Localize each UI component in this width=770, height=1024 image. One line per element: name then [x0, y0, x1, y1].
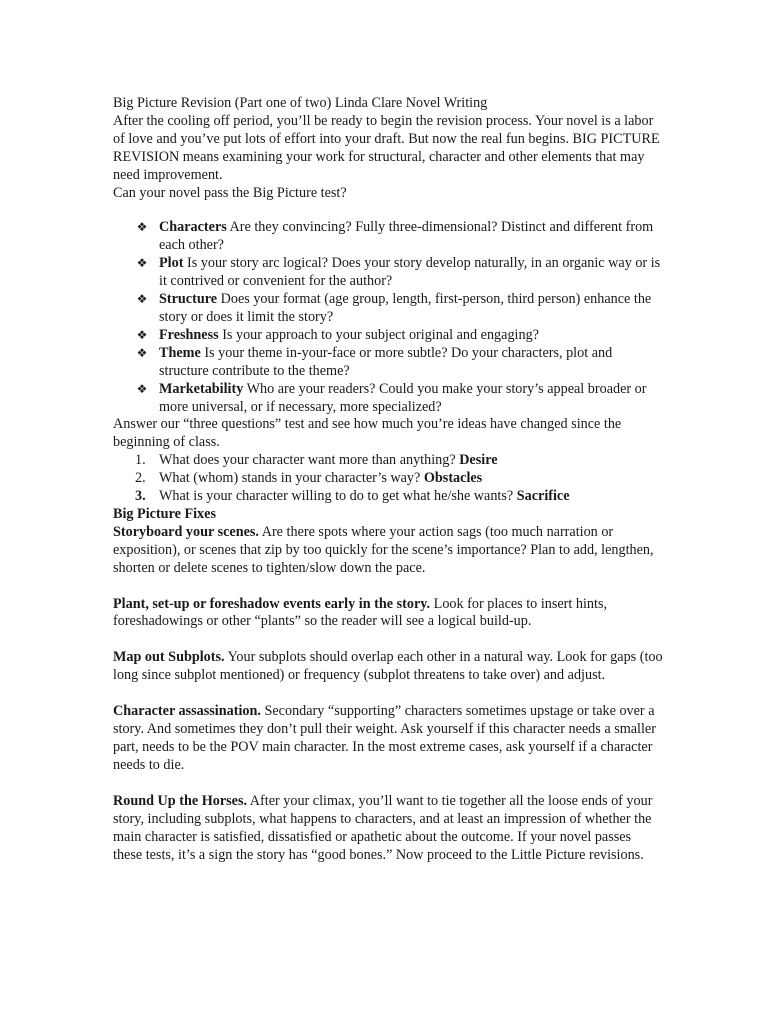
diamond-bullet-icon: ❖: [136, 381, 148, 396]
fix-paragraph: [113, 703, 663, 775]
bullet-text: Is your story arc logical? Does your story develop naturally, in an organic way or is it contrived or convenient for the author?: [159, 255, 661, 290]
list-item: [113, 255, 663, 291]
fix-title: Map out Subplots.: [113, 649, 225, 666]
diamond-bullet-icon: ❖: [136, 220, 148, 235]
question-text: What is your character willing to do to get what he/she wants?: [159, 488, 517, 505]
fixes-heading: Big Picture Fixes: [113, 505, 216, 522]
bullet-text: Are they convincing? Fully three-dimensional? Distinct and different from each other?: [159, 219, 654, 254]
bullet-term: Characters: [159, 219, 227, 236]
diamond-bullet-icon: ❖: [136, 345, 148, 360]
list-item: [113, 291, 663, 327]
fix-text: Are there spots where your action sags (too much narration or exposition), or scenes that zip by too quickly for the scene’s importance? Plan to add, lengthen, shorten or delete scenes to tighten/slow down the pace.: [113, 523, 654, 576]
fix-text: Look for places to insert hints, foreshadowings or other “plants” so the reader will see a logical build-up.: [113, 595, 608, 630]
diamond-bullet-icon: ❖: [136, 327, 148, 342]
list-item: [113, 381, 663, 417]
intro-question: Can your novel pass the Big Picture test?: [113, 184, 347, 201]
list-item: [113, 345, 663, 381]
question-number: 2.: [135, 470, 146, 487]
fix-paragraph: [113, 649, 663, 685]
bullet-text: Does your format (age group, length, first-person, third person) enhance the story or does it limit the story?: [159, 291, 652, 325]
fix-paragraph: [113, 793, 663, 865]
three-questions-list: [113, 452, 663, 506]
document-title-line: Big Picture Revision (Part one of two) Linda Clare Novel Writing: [113, 95, 488, 111]
fix-paragraph: [113, 524, 663, 578]
bullet-term: Freshness: [159, 326, 219, 343]
bullet-term: Marketability: [159, 380, 244, 397]
questions-intro: Answer our “three questions” test and see how much you’re ideas have changed since the beginning of class.: [113, 416, 622, 451]
fix-text: Secondary “supporting” characters sometimes upstage or take over a story. And sometimes they don’t pull their weight. Ask yourself if this character needs a smaller part, needs to be the POV main character. In the most extreme cases, ask yourself if a character needs to die.: [113, 703, 656, 773]
question-number: 3.: [135, 488, 146, 505]
diamond-bullet-icon: ❖: [136, 256, 148, 271]
diamond-bullet-icon: ❖: [136, 292, 148, 307]
list-item: [113, 452, 663, 470]
section-heading: [113, 506, 663, 524]
question-text: What does your character want more than anything?: [159, 452, 460, 469]
fix-paragraph: [113, 596, 663, 632]
bullet-text: Is your theme in-your-face or more subtle? Do your characters, plot and structure contribute to the theme?: [159, 344, 613, 379]
fix-text: Your subplots should overlap each other in a natural way. Look for gaps (too long since subplot mentioned) or frequency (subplot threatens to take over) and adjust.: [113, 649, 663, 684]
list-item: [113, 219, 663, 255]
list-item: [113, 470, 663, 488]
bullet-term: Plot: [159, 255, 184, 272]
bullet-text: Who are your readers? Could you make your story’s appeal broader or more universal, or if necessary, more specialized?: [159, 380, 647, 415]
fix-text: After your climax, you’ll want to tie together all the loose ends of your story, including subplots, what happens to characters, and at least an impression of whether the main character is satisfied, dissatisfied or apathetic about the outcome. If your novel passes these tests, it’s a sign the story has “good bones.” Now proceed to the Little Picture revisions.: [113, 792, 653, 863]
question-number: 1.: [135, 452, 146, 469]
fix-title: Character assassination.: [113, 703, 261, 720]
bullet-term: Theme: [159, 344, 201, 361]
fix-title: Round Up the Horses.: [113, 792, 248, 809]
fix-title: Storyboard your scenes.: [113, 523, 259, 540]
list-item: [113, 488, 663, 506]
bullet-text: Is your approach to your subject original and engaging?: [218, 326, 539, 343]
document-body: [113, 95, 663, 864]
question-text: What (whom) stands in your character’s way?: [159, 470, 424, 487]
intro-paragraph: After the cooling off period, you’ll be ready to begin the revision process. Your novel is a labor of love and you’ve put lots of effort into your draft. But now the real fun begins. BIG PICTURE REVISION means examining your work for structural, character and other elements that may need improvement.: [113, 112, 660, 183]
fix-title: Plant, set-up or foreshadow events early in the story.: [113, 595, 431, 612]
bullet-term: Structure: [159, 291, 218, 308]
question-answer: Sacrifice: [516, 488, 570, 505]
list-item: [113, 327, 663, 345]
question-answer: Obstacles: [423, 470, 483, 487]
big-picture-checklist: [113, 219, 663, 416]
question-answer: Desire: [459, 452, 498, 469]
